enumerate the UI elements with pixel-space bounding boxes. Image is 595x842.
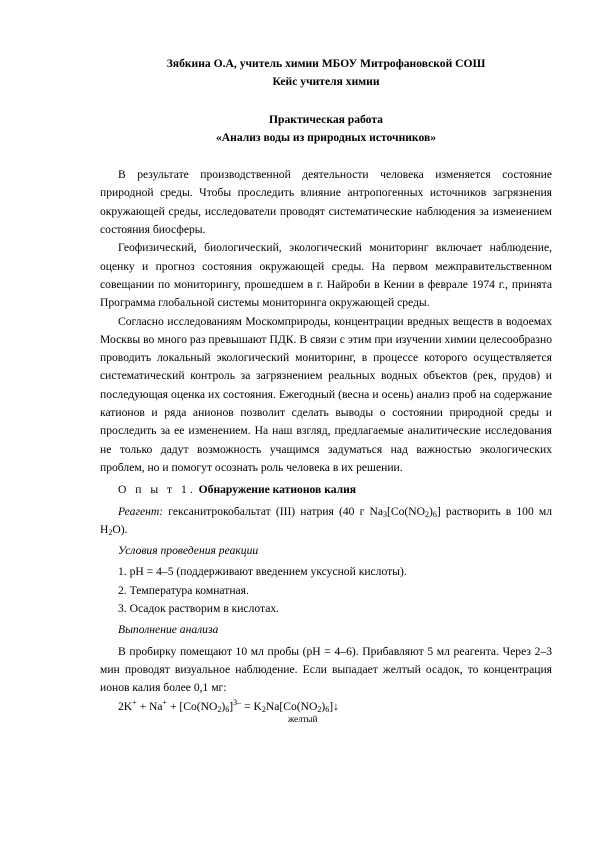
eq-part: = K	[241, 699, 262, 713]
precipitate-note: желтый	[288, 713, 318, 724]
subscript: 2	[317, 704, 322, 714]
spacer	[100, 147, 552, 166]
case-subtitle: Кейс учителя химии	[272, 75, 380, 89]
subscript: 2	[108, 527, 113, 537]
work-title: «Анализ воды из природных источников»	[215, 130, 437, 144]
subscript: 3	[383, 509, 388, 519]
condition-item: 1. рН = 4–5 (поддерживают введением уксусной кислоты).	[118, 565, 407, 579]
condition-item: 2. Температура комнатная.	[118, 583, 249, 597]
intro-paragraph-2: Геофизический, биологический, экологический мониторинг включает наблюдение, оценку и прогноз состояния окружающей среды. На первом межправительственном совещании по мониторингу, прошедшем в г. Найроби в Кении в феврале 1974 г., принята Программа глобальной системы мониторинга окружающей среды.	[100, 241, 552, 310]
conditions-title: Условия проведения реакции	[118, 544, 259, 558]
procedure-title: Выполнение анализа	[118, 623, 219, 637]
eq-part: )	[221, 699, 226, 713]
eq-part: + Na	[136, 699, 163, 713]
reagent-label: Реагент:	[118, 504, 164, 518]
document-page	[100, 55, 552, 724]
subscript: 6	[325, 704, 330, 714]
subscript: 6	[432, 509, 437, 519]
author-line: Зябкина О.А, учитель химии МБОУ Митрофановской СОШ	[166, 57, 486, 70]
subscript: 2	[425, 509, 430, 519]
eq-part: )	[321, 699, 326, 713]
reagent-text: O).	[112, 522, 128, 536]
eq-part: 2K	[118, 699, 133, 713]
reagent-text: [Co(NO	[387, 504, 426, 518]
intro-paragraph-1: В результате производственной деятельности человека изменяется состояние природной среды. Чтобы проследить влияние антропогенных источников загрязнения окружающей среды, исследователи проводят систематические наблюдения за изменением состояния биосферы.	[100, 168, 552, 237]
intro-paragraph-3: Согласно исследованиям Москомприроды, концентрации вредных веществ в водоемах Москвы во много раз превышают ПДК. В связи с этим при изучении химии целесообразно проводить локальный экологический мониторинг, в процессе которого осуществляется систематический контроль за загрязнением реальных водных объектов (рек, прудов) и последующая оценка их состояния. Ежегодный (весна и осень) анализ проб на содержание катионов и ряда анионов позволит сделать выводы о состоянии природной среды и проследить за ее изменением. На наш взгляд, предлагаемые аналитические исследования не только дадут возможность учащимся задуматься над важностью экологических проблем, но и помогут осознать роль человека в их решении.	[100, 314, 552, 474]
eq-part: + [Co(NO	[167, 699, 218, 713]
reagent-line	[100, 503, 552, 540]
subscript: 6	[225, 704, 230, 714]
subscript: 2	[217, 704, 222, 714]
experiment-heading	[100, 481, 552, 499]
procedure-text: В пробирку помещают 10 мл пробы (рН = 4–6). Прибавляют 5 мл реагента. Через 2–3 мин проводят визуальное наблюдение. Если выпадает желтый осадок, то концентрация ионов калия более 0,1 мг:	[100, 644, 552, 695]
reagent-text: )	[429, 504, 433, 518]
superscript: 3–	[233, 697, 242, 707]
eq-part: ]↓	[329, 699, 339, 713]
experiment-label: О п ы т 1.	[118, 483, 196, 497]
work-type-title: Практическая работа	[269, 112, 383, 126]
condition-item: 3. Осадок растворим в кислотах.	[118, 602, 280, 616]
eq-part: ]	[229, 699, 234, 713]
eq-part: Na[Co(NO	[265, 699, 318, 713]
superscript: +	[132, 697, 137, 707]
superscript: +	[162, 697, 168, 707]
experiment-title: Обнаружение катионов калия	[198, 483, 357, 497]
spacer	[100, 92, 552, 111]
reagent-text: ] растворить в 100 мл H	[100, 504, 552, 536]
reagent-text: гексанитрокобальтат (III) натрия (40 г Na	[168, 504, 384, 518]
subscript: 2	[261, 704, 266, 714]
